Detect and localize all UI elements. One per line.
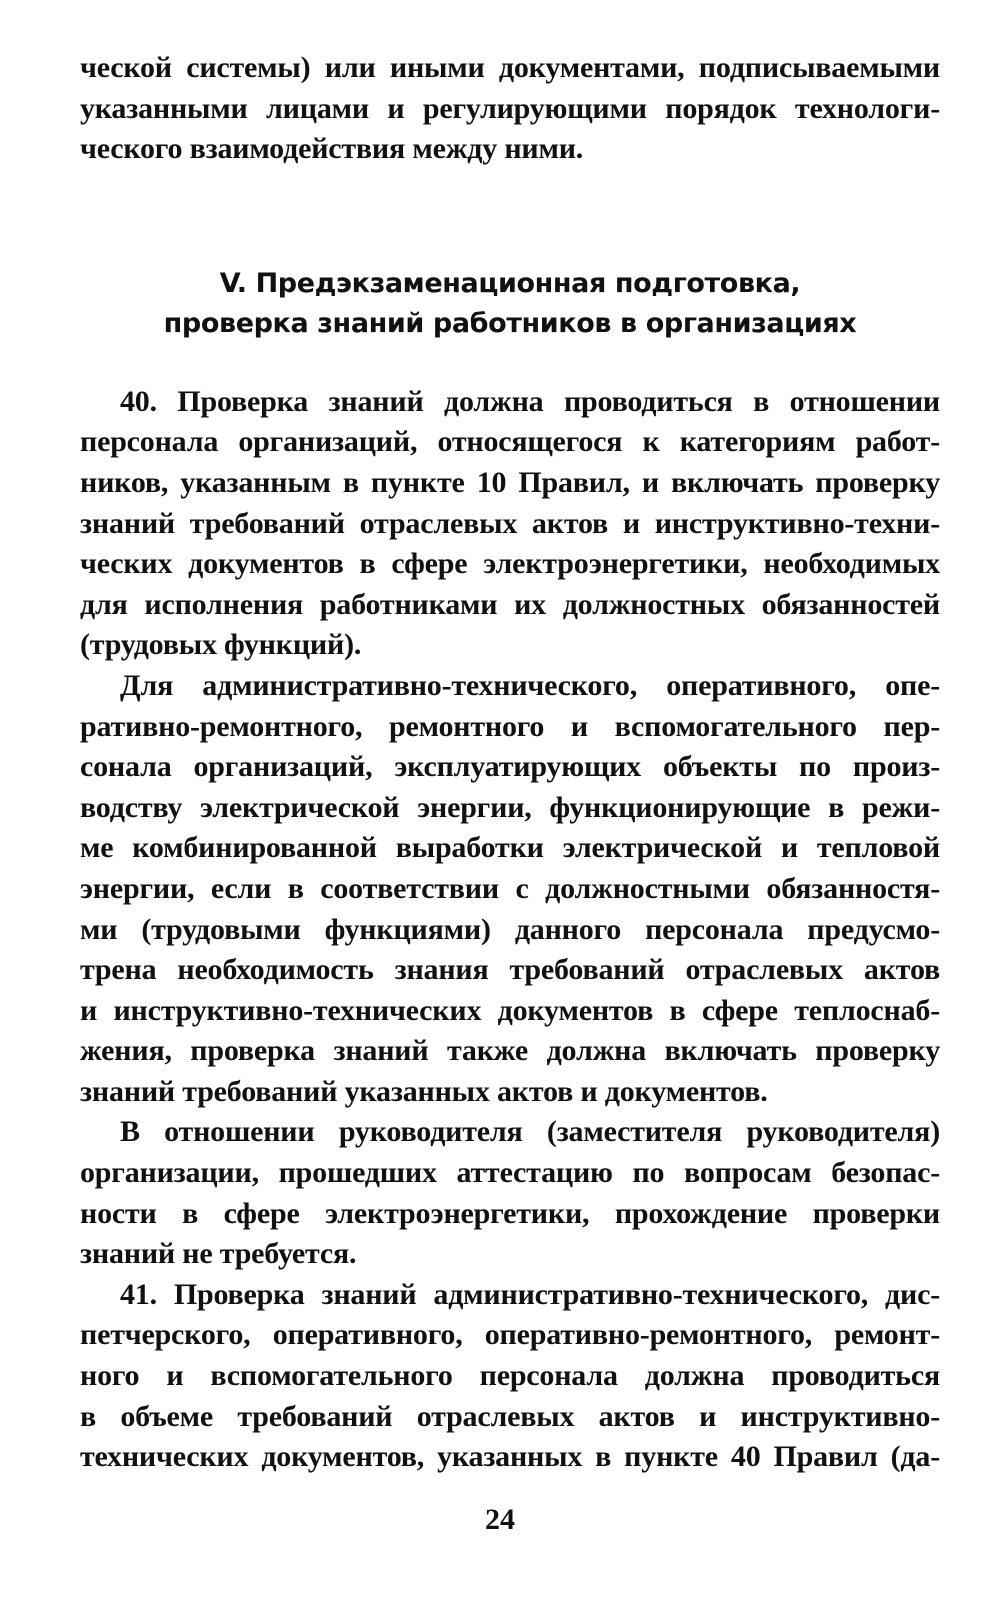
text-line: персонала организаций, относящегося к категориям работ- — [80, 425, 940, 459]
text-line: сонала организаций, эксплуатирующих объекты по произ- — [80, 750, 940, 784]
text-line: энергии, если в соответствии с должностными обязанностя- — [80, 871, 940, 905]
text-line: технических документов, указанных в пункте 40 Правил (да- — [80, 1440, 940, 1474]
text-line: ников, указанным в пункте 10 Правил, и включать проверку — [80, 465, 940, 499]
text-line: в объеме требований отраслевых актов и инструктивно- — [80, 1399, 940, 1433]
text-line: 41. Проверка знаний административно-технического, дис- — [120, 1277, 940, 1311]
text-line: ми (трудовыми функциями) данного персонала предусмо- — [80, 912, 940, 946]
page-number: 24 — [485, 1503, 515, 1536]
text-line: ческого взаимодействия между ними. — [80, 132, 584, 166]
text-line: ного и вспомогательного персонала должна проводиться — [80, 1359, 940, 1393]
text-line: жения, проверка знаний также должна включать проверку — [80, 1034, 940, 1068]
paragraph-41 — [80, 1275, 940, 1478]
section-heading-line: проверка знаний работников в организациях — [163, 307, 857, 339]
text-line: организации, прошедших аттестацию по вопросам безопас- — [80, 1156, 940, 1190]
text-line: петчерского, оперативного, оперативно-ремонтного, ремонт- — [80, 1318, 940, 1352]
text-line: знаний требований указанных актов и документов. — [80, 1074, 768, 1108]
section-heading — [80, 264, 940, 344]
text-line: (трудовых функций). — [80, 628, 362, 662]
text-line: указанными лицами и регулирующими порядок технологи- — [80, 91, 940, 125]
section-heading-line: V. Предэкзаменационная подготовка, — [219, 267, 801, 299]
text-line: для исполнения работниками их должностных обязанностей — [80, 587, 940, 621]
text-line: ности в сфере электроэнергетики, прохождение проверки — [80, 1196, 940, 1230]
continuation-paragraph — [80, 48, 940, 170]
text-line: ративно-ремонтного, ремонтного и вспомогательного пер- — [80, 709, 940, 743]
text-line: ческих документов в сфере электроэнергетики, необходимых — [80, 547, 940, 581]
text-line: ме комбинированной выработки электрической и тепловой — [80, 831, 940, 865]
text-line: и инструктивно-технических документов в сфере теплоснаб- — [80, 993, 940, 1027]
text-line: 40. Проверка знаний должна проводиться в отношении — [120, 384, 940, 418]
text-line: Для административно-технического, оперативного, опе- — [120, 668, 940, 702]
paragraph-heat-supply — [80, 666, 940, 1113]
text-line: знаний требований отраслевых актов и инструктивно-техни- — [80, 506, 940, 540]
text-line: знаний не требуется. — [80, 1237, 357, 1271]
paragraph-40 — [80, 382, 940, 666]
text-line: В отношении руководителя (заместителя руководителя) — [120, 1115, 940, 1149]
text-line: трена необходимость знания требований отраслевых актов — [80, 953, 940, 987]
document-page — [80, 48, 940, 1478]
paragraph-manager-exemption — [80, 1112, 940, 1274]
text-line: водству электрической энергии, функционирующие в режи- — [80, 790, 940, 824]
text-line: ческой системы) или иными документами, подписываемыми — [80, 51, 940, 84]
